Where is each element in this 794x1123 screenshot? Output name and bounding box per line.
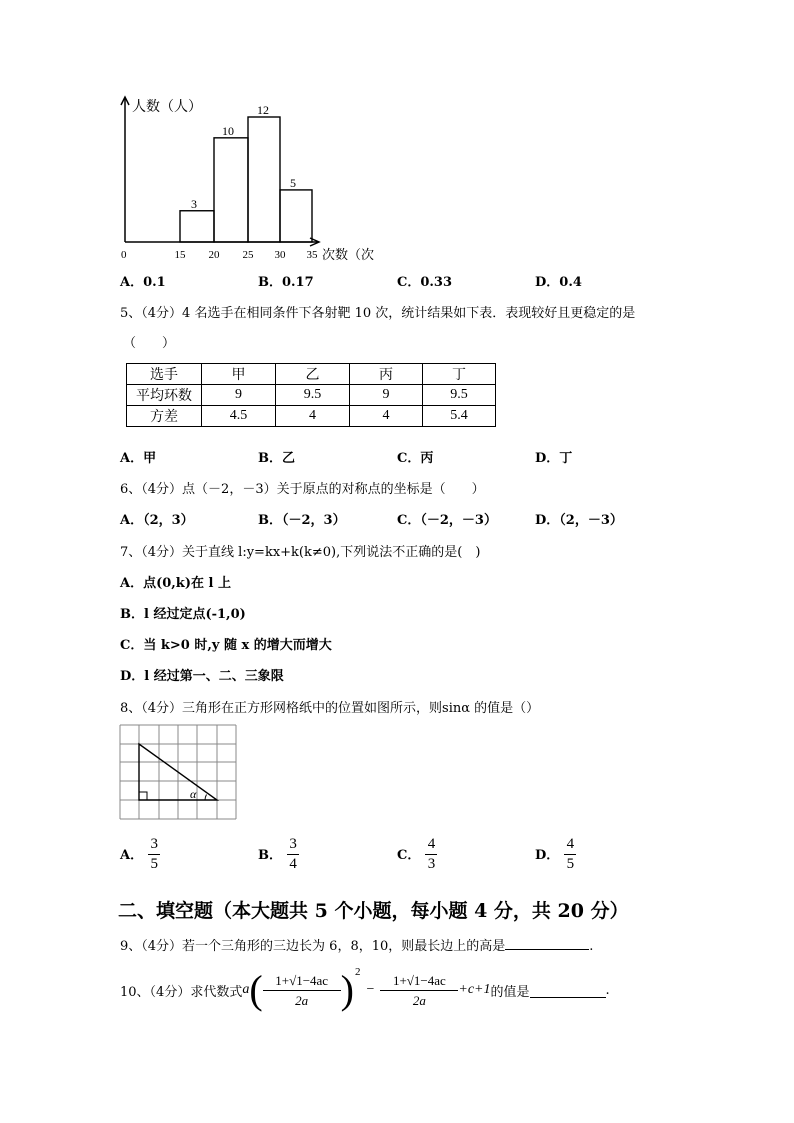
section-title: 二、填空题（本大题共 5 个小题，每小题 4 分，共 20 分） xyxy=(118,900,629,922)
q5-option-b[interactable]: B．乙 xyxy=(258,451,295,466)
table-cell: 5.4 xyxy=(423,406,496,427)
q8-stem: 8、（4分）三角形在正方形网格纸中的位置如图所示，则sinα 的值是（） xyxy=(120,701,540,716)
q5-answer-paren: （ ） xyxy=(123,336,176,351)
table-cell: 4 xyxy=(276,406,350,427)
q7-option-b[interactable]: B．l 经过定点(-1,0) xyxy=(120,607,246,622)
numerator: 3 xyxy=(289,836,297,852)
table-header-cell: 乙 xyxy=(276,364,350,385)
angle-arc xyxy=(205,795,207,801)
option-letter: B． xyxy=(258,848,282,863)
table-row xyxy=(127,406,496,427)
minus-sign: − xyxy=(366,982,375,997)
q6-stem: 6、（4分）点（－2，－3）关于原点的对称点的坐标是（ ） xyxy=(120,482,485,497)
denominator: 5 xyxy=(150,856,158,872)
q8-option-b[interactable] xyxy=(258,836,299,873)
table-row xyxy=(127,385,496,406)
fraction-bar xyxy=(148,854,160,855)
numerator: 4 xyxy=(566,836,575,852)
denominator: 2a xyxy=(295,992,309,1008)
origin-label: 0 xyxy=(121,249,127,261)
q4-option-d[interactable]: D．0.4 xyxy=(535,275,582,290)
table-cell: 9.5 xyxy=(423,385,496,406)
q10-suffix: 的值是 xyxy=(490,984,530,1000)
histogram-bar xyxy=(280,190,312,242)
q4-option-b[interactable]: B．0.17 xyxy=(258,275,314,290)
table-header-cell: 甲 xyxy=(202,364,276,385)
q5-option-d[interactable]: D．丁 xyxy=(535,451,573,466)
table-header-cell: 选手 xyxy=(127,364,202,385)
option-letter: D． xyxy=(535,848,560,863)
denominator: 5 xyxy=(566,856,575,872)
table-cell: 平均环数 xyxy=(127,385,202,406)
option-letter: A． xyxy=(120,848,144,863)
q10-fraction-2 xyxy=(380,972,458,1009)
q9-stem: 9、（4分）若一个三角形的三边长为 6，8，10，则最长边上的高是 xyxy=(120,939,506,954)
q6-option-a[interactable]: A．（2，3） xyxy=(120,513,194,528)
bar-data-label: 10 xyxy=(222,123,234,138)
q10-prefix: 10、（4分）求代数式 xyxy=(120,984,243,1000)
q10-fraction-1 xyxy=(263,972,341,1009)
fraction xyxy=(564,836,576,873)
bar-data-label: 3 xyxy=(191,196,197,211)
fraction-bar xyxy=(287,854,299,855)
table-header-cell: 丙 xyxy=(350,364,423,385)
histogram-bar xyxy=(180,211,214,242)
q9-answer-blank[interactable] xyxy=(505,949,589,950)
bar-data-label: 12 xyxy=(257,103,269,117)
q6-option-c[interactable]: C．（－2，－3） xyxy=(397,513,497,528)
fraction xyxy=(287,836,299,873)
fraction xyxy=(425,836,437,873)
q8-grid-figure xyxy=(119,724,239,822)
angle-alpha-label: α xyxy=(190,787,197,801)
bar-data-label: 5 xyxy=(290,175,296,190)
q10-answer-blank[interactable] xyxy=(530,983,606,998)
q7-option-a[interactable]: A．点(0,k)在 l 上 xyxy=(120,576,231,591)
histogram-bar xyxy=(248,117,280,242)
q10-tail-terms: +c+1 xyxy=(458,982,491,997)
q7-stem: 7、（4分）关于直线 l:y=kx+k(k≠0),下列说法不正确的是( ) xyxy=(120,545,481,560)
left-paren: ( xyxy=(249,967,263,1012)
x-tick-label: 20 xyxy=(208,249,220,261)
q10-period: . xyxy=(605,982,610,998)
table-cell: 方差 xyxy=(127,406,202,427)
q7-option-d[interactable]: D．l 经过第一、二、三象限 xyxy=(120,669,284,684)
x-tick-label: 35 xyxy=(306,249,318,261)
x-tick-label: 25 xyxy=(242,249,254,261)
q6-option-d[interactable]: D．（2，－3） xyxy=(535,513,623,528)
table-header-row xyxy=(127,364,496,385)
numerator: 1+√1−4ac xyxy=(275,972,329,988)
table-cell: 4 xyxy=(350,406,423,427)
q5-option-a[interactable]: A．甲 xyxy=(120,451,157,466)
fraction xyxy=(148,836,160,873)
fraction-bar xyxy=(263,990,341,991)
x-axis-label: 次数（次 xyxy=(322,248,375,263)
table-cell: 9 xyxy=(350,385,423,406)
q9-line xyxy=(120,935,593,954)
numerator: 3 xyxy=(150,836,158,852)
table-header-cell: 丁 xyxy=(423,364,496,385)
q8-option-d[interactable] xyxy=(535,836,576,873)
q8-option-c[interactable] xyxy=(397,836,437,873)
q10-line xyxy=(120,966,610,1014)
table-cell: 9 xyxy=(202,385,276,406)
table-cell: 4.5 xyxy=(202,406,276,427)
fraction-bar xyxy=(380,990,458,991)
numerator: 4 xyxy=(427,836,436,852)
denominator: 2a xyxy=(412,992,426,1008)
histogram-bar xyxy=(214,138,248,242)
q5-option-c[interactable]: C．丙 xyxy=(397,451,434,466)
q5-score-table xyxy=(126,363,496,427)
q6-option-b[interactable]: B．（－2，3） xyxy=(258,513,346,528)
option-letter: C． xyxy=(397,848,421,863)
exponent: 2 xyxy=(354,966,361,978)
y-axis-label: 人数（人） xyxy=(132,99,202,115)
q4-option-c[interactable]: C．0.33 xyxy=(397,275,453,290)
q8-option-a[interactable] xyxy=(120,836,160,873)
denominator: 4 xyxy=(289,856,297,872)
x-tick-label: 15 xyxy=(174,249,186,261)
q4-option-a[interactable]: A．0.1 xyxy=(120,275,166,290)
x-tick-label: 30 xyxy=(274,249,286,261)
fraction-bar xyxy=(425,854,437,855)
numerator: 1+√1−4ac xyxy=(392,972,446,988)
table-cell: 9.5 xyxy=(276,385,350,406)
denominator: 3 xyxy=(427,856,436,872)
q7-option-c[interactable]: C．当 k>0 时,y 随 x 的增大而增大 xyxy=(120,638,332,653)
fraction-bar xyxy=(564,854,576,855)
histogram-chart xyxy=(110,92,400,267)
q9-period: . xyxy=(589,939,594,954)
q5-stem: 5、（4分）4 名选手在相同条件下各射靶 10 次，统计结果如下表．表现较好且更稳定的是 xyxy=(120,306,636,321)
right-angle-mark xyxy=(139,792,147,800)
var-a: a xyxy=(242,982,250,997)
right-paren: ) xyxy=(340,967,354,1012)
